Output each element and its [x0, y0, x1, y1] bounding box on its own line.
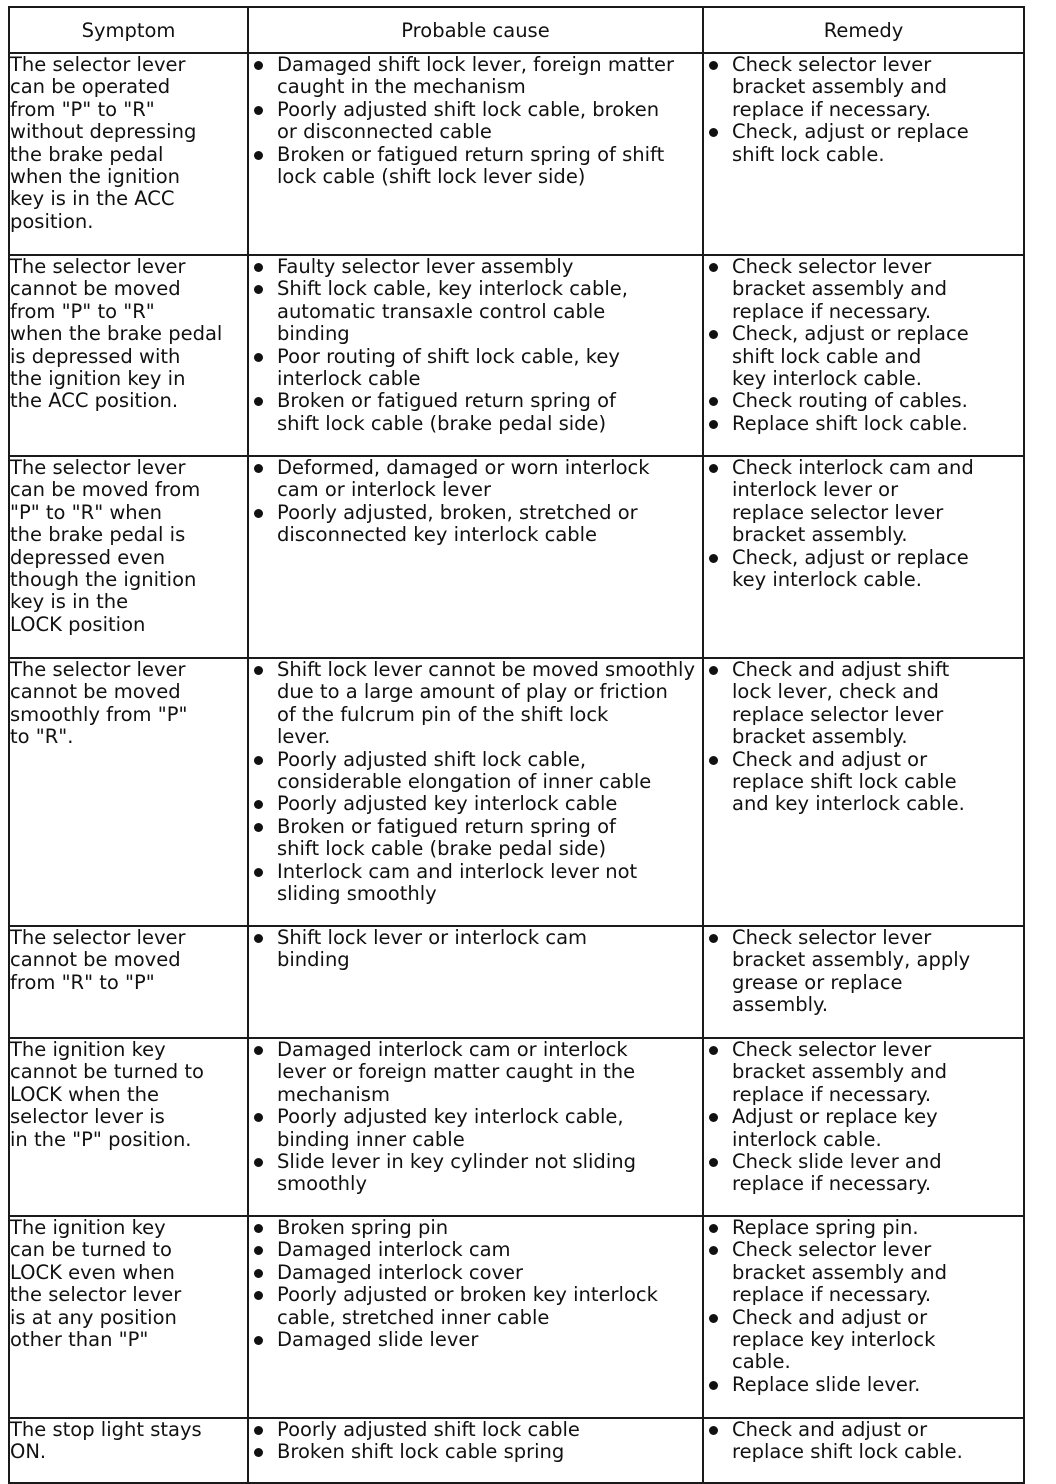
cause-cell [248, 255, 703, 456]
cause-item: Poorly adjusted key interlock cable, binding inner cable [249, 1106, 702, 1151]
cause-item: Damaged shift lock lever, foreign matter caught in the mechanism [249, 54, 702, 99]
remedy-cell [703, 53, 1024, 255]
table-row [9, 1216, 1024, 1418]
cause-item: Broken spring pin [249, 1217, 702, 1239]
remedy-item: Check and adjust or replace shift lock cable. [704, 1419, 1023, 1464]
symptom-cell [9, 456, 248, 658]
symptom-text: The selector lever cannot be moved smoothly from "P" to "R". [10, 658, 188, 749]
symptom-text: The stop light stays ON. [10, 1418, 202, 1464]
remedy-list [704, 457, 1023, 591]
remedy-item: Check interlock cam and interlock lever or replace selector lever bracket assembly. [704, 457, 1023, 547]
header-row [9, 7, 1024, 53]
cause-cell [248, 926, 703, 1038]
remedy-item: Check, adjust or replace shift lock cable. [704, 121, 1023, 166]
cause-list [249, 927, 702, 972]
remedy-item: Check, adjust or replace key interlock cable. [704, 547, 1023, 592]
cause-item: Poorly adjusted shift lock cable, considerable elongation of inner cable [249, 749, 702, 794]
remedy-cell [703, 926, 1024, 1038]
table-row [9, 926, 1024, 1038]
remedy-item: Check selector lever bracket assembly and replace if necessary. [704, 256, 1023, 323]
remedy-item: Check and adjust or replace shift lock cable and key interlock cable. [704, 749, 1023, 816]
remedy-item: Adjust or replace key interlock cable. [704, 1106, 1023, 1151]
cause-item: Broken or fatigued return spring of shift lock cable (brake pedal side) [249, 816, 702, 861]
remedy-cell [703, 255, 1024, 456]
cause-cell [248, 1418, 703, 1483]
cause-item: Damaged slide lever [249, 1329, 702, 1351]
remedy-item: Check selector lever bracket assembly and replace if necessary. [704, 54, 1023, 121]
cause-item: Poorly adjusted shift lock cable, broken or disconnected cable [249, 99, 702, 144]
cause-cell [248, 658, 703, 926]
cause-item: Damaged interlock cam or interlock lever or foreign matter caught in the mechanism [249, 1039, 702, 1106]
symptom-header: Symptom [9, 7, 248, 53]
remedy-item: Replace spring pin. [704, 1217, 1023, 1239]
remedy-item: Check, adjust or replace shift lock cable and key interlock cable. [704, 323, 1023, 390]
cause-list [249, 1039, 702, 1196]
cause-item: Poorly adjusted, broken, stretched or disconnected key interlock cable [249, 502, 702, 547]
remedy-list [704, 659, 1023, 816]
cause-item: Shift lock cable, key interlock cable, automatic transaxle control cable binding [249, 278, 702, 345]
remedy-item: Replace slide lever. [704, 1374, 1023, 1396]
symptom-cell [9, 1418, 248, 1483]
cause-item: Broken or fatigued return spring of shift lock cable (shift lock lever side) [249, 144, 702, 189]
cause-item: Poorly adjusted key interlock cable [249, 793, 702, 815]
symptom-text: The ignition key can be turned to LOCK even when the selector lever is at any position other than "P" [10, 1216, 182, 1352]
remedy-cell [703, 1418, 1024, 1483]
troubleshooting-table [8, 6, 1025, 1484]
cause-list [249, 1419, 702, 1464]
cause-cell [248, 1216, 703, 1418]
symptom-cell [9, 1038, 248, 1216]
remedy-list [704, 1039, 1023, 1196]
table-row [9, 1038, 1024, 1216]
cause-item: Poorly adjusted shift lock cable [249, 1419, 702, 1441]
cause-list [249, 54, 702, 188]
remedy-list [704, 1217, 1023, 1396]
remedy-item: Check slide lever and replace if necessary. [704, 1151, 1023, 1196]
cause-item: Broken shift lock cable spring [249, 1441, 702, 1463]
remedy-item: Check selector lever bracket assembly and replace if necessary. [704, 1239, 1023, 1306]
remedy-list [704, 54, 1023, 166]
cause-list [249, 659, 702, 905]
cause-item: Shift lock lever cannot be moved smoothly due to a large amount of play or friction of the fulcrum pin of the shift lock lever. [249, 659, 702, 749]
cause-item: Deformed, damaged or worn interlock cam or interlock lever [249, 457, 702, 502]
table-row [9, 53, 1024, 255]
cause-item: Damaged interlock cam [249, 1239, 702, 1261]
cause-item: Shift lock lever or interlock cam binding [249, 927, 702, 972]
remedy-cell [703, 1038, 1024, 1216]
cause-item: Slide lever in key cylinder not sliding smoothly [249, 1151, 702, 1196]
symptom-cell [9, 1216, 248, 1418]
remedy-item: Check routing of cables. [704, 390, 1023, 412]
remedy-cell [703, 658, 1024, 926]
symptom-text: The selector lever cannot be moved from "R" to "P" [10, 926, 186, 994]
remedy-cell [703, 1216, 1024, 1418]
table-row [9, 456, 1024, 658]
symptom-cell [9, 255, 248, 456]
remedy-list [704, 927, 1023, 1017]
remedy-header: Remedy [703, 7, 1024, 53]
symptom-text: The selector lever can be operated from "P" to "R" without depressing the brake pedal when the ignition key is in the ACC position. [10, 53, 197, 233]
remedy-list [704, 256, 1023, 435]
cause-item: Broken or fatigued return spring of shift lock cable (brake pedal side) [249, 390, 702, 435]
remedy-item: Replace shift lock cable. [704, 413, 1023, 435]
cause-item: Faulty selector lever assembly [249, 256, 702, 278]
cause-list [249, 1217, 702, 1351]
cause-header: Probable cause [248, 7, 703, 53]
cause-list [249, 457, 702, 547]
table-row [9, 255, 1024, 456]
symptom-text: The ignition key cannot be turned to LOCK when the selector lever is in the "P" position. [10, 1038, 204, 1151]
symptom-cell [9, 926, 248, 1038]
cause-item: Poor routing of shift lock cable, key interlock cable [249, 346, 702, 391]
table-row [9, 658, 1024, 926]
cause-cell [248, 53, 703, 255]
cause-item: Damaged interlock cover [249, 1262, 702, 1284]
table-row [9, 1418, 1024, 1483]
cause-item: Poorly adjusted or broken key interlock cable, stretched inner cable [249, 1284, 702, 1329]
cause-cell [248, 456, 703, 658]
remedy-item: Check selector lever bracket assembly and replace if necessary. [704, 1039, 1023, 1106]
symptom-cell [9, 658, 248, 926]
remedy-list [704, 1419, 1023, 1464]
cause-list [249, 256, 702, 435]
symptom-text: The selector lever can be moved from "P" to "R" when the brake pedal is depressed even though the ignition key is in the LOCK position [10, 456, 201, 636]
cause-cell [248, 1038, 703, 1216]
symptom-text: The selector lever cannot be moved from "P" to "R" when the brake pedal is depressed with the ignition key in the ACC position. [10, 255, 223, 413]
cause-item: Interlock cam and interlock lever not sliding smoothly [249, 861, 702, 906]
remedy-item: Check selector lever bracket assembly, apply grease or replace assembly. [704, 927, 1023, 1017]
symptom-cell [9, 53, 248, 255]
remedy-item: Check and adjust or replace key interlock cable. [704, 1307, 1023, 1374]
remedy-cell [703, 456, 1024, 658]
remedy-item: Check and adjust shift lock lever, check and replace selector lever bracket assembly. [704, 659, 1023, 749]
